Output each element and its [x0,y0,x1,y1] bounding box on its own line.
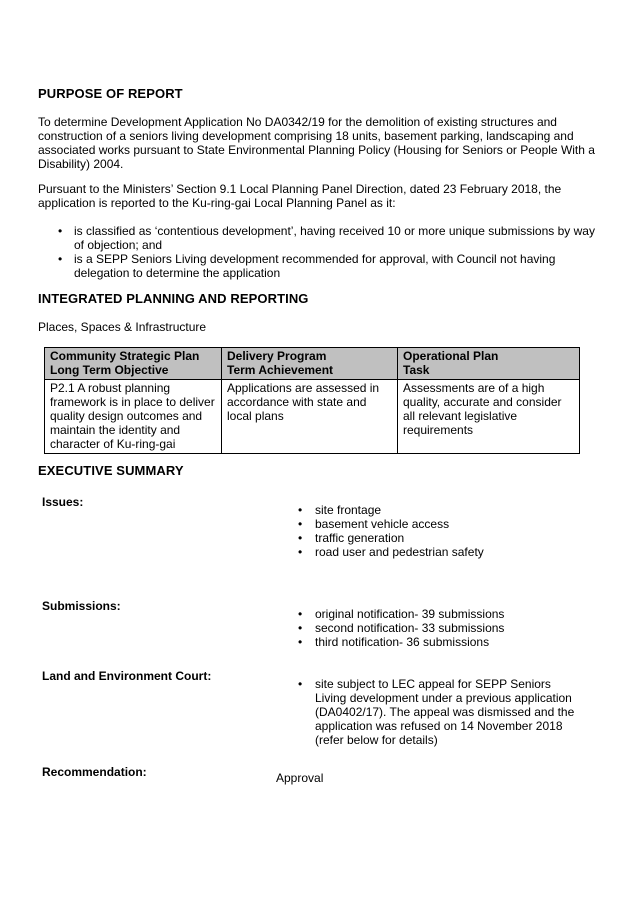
table-header-cell: Delivery Program Term Achievement [222,348,398,380]
submissions-list [298,607,588,649]
purpose-bullet-list [58,224,598,280]
purpose-paragraph-2: Pursuant to the Ministers’ Section 9.1 Local Planning Panel Direction, dated 23 February 2018, the application is reported to the Ku-ring-gai Local Planning Panel as it: [38,182,562,210]
table-header-cell: Operational Plan Task [398,348,580,380]
table-row [45,380,580,454]
recommendation-label: Recommendation: [42,765,147,779]
purpose-paragraph-1: To determine Development Application No DA0342/19 for the demolition of existing structures and construction of a seniors living development comprising 18 units, basement parking, landscaping and associated works pursuant to State Environmental Planning Policy (Housing for Seniors or People With a Disability) 2004. [38,115,595,171]
list-item: • original notification- 39 submissions [298,607,588,621]
executive-heading: EXECUTIVE SUMMARY [38,463,184,478]
submissions-label: Submissions: [42,599,121,613]
list-item: • is classified as ‘contentious development’, having received 10 or more unique submissions by way of objection; and [58,224,598,252]
court-list [298,677,578,747]
list-item: • site subject to LEC appeal for SEPP Seniors Living development under a previous application (DA0402/17). The appeal was dismissed and the application was refused on 14 November 2018 (refer below for details) [298,677,578,747]
planning-table [44,347,580,454]
list-item: • is a SEPP Seniors Living development recommended for approval, with Council not having delegation to determine the application [58,252,598,280]
list-item: • traffic generation [298,531,588,545]
table-cell: Assessments are of a high quality, accurate and consider all relevant legislative requirements [398,380,580,454]
list-item: • site frontage [298,503,588,517]
list-item: • road user and pedestrian safety [298,545,588,559]
list-item: • third notification- 36 submissions [298,635,588,649]
list-item: • second notification- 33 submissions [298,621,588,635]
court-label: Land and Environment Court: [42,669,212,683]
table-cell: Applications are assessed in accordance with state and local plans [222,380,398,454]
issues-list [298,503,588,559]
issues-label: Issues: [42,495,84,509]
table-header-cell: Community Strategic Plan Long Term Objective [45,348,222,380]
list-item: • basement vehicle access [298,517,588,531]
purpose-heading: PURPOSE OF REPORT [38,86,183,101]
table-header-row [45,348,580,380]
integrated-heading: INTEGRATED PLANNING AND REPORTING [38,291,309,306]
recommendation-value: Approval [276,771,324,785]
integrated-subheading: Places, Spaces & Infrastructure [38,320,207,334]
table-cell: P2.1 A robust planning framework is in place to deliver quality design outcomes and maintain the identity and character of Ku-ring-gai [45,380,222,454]
